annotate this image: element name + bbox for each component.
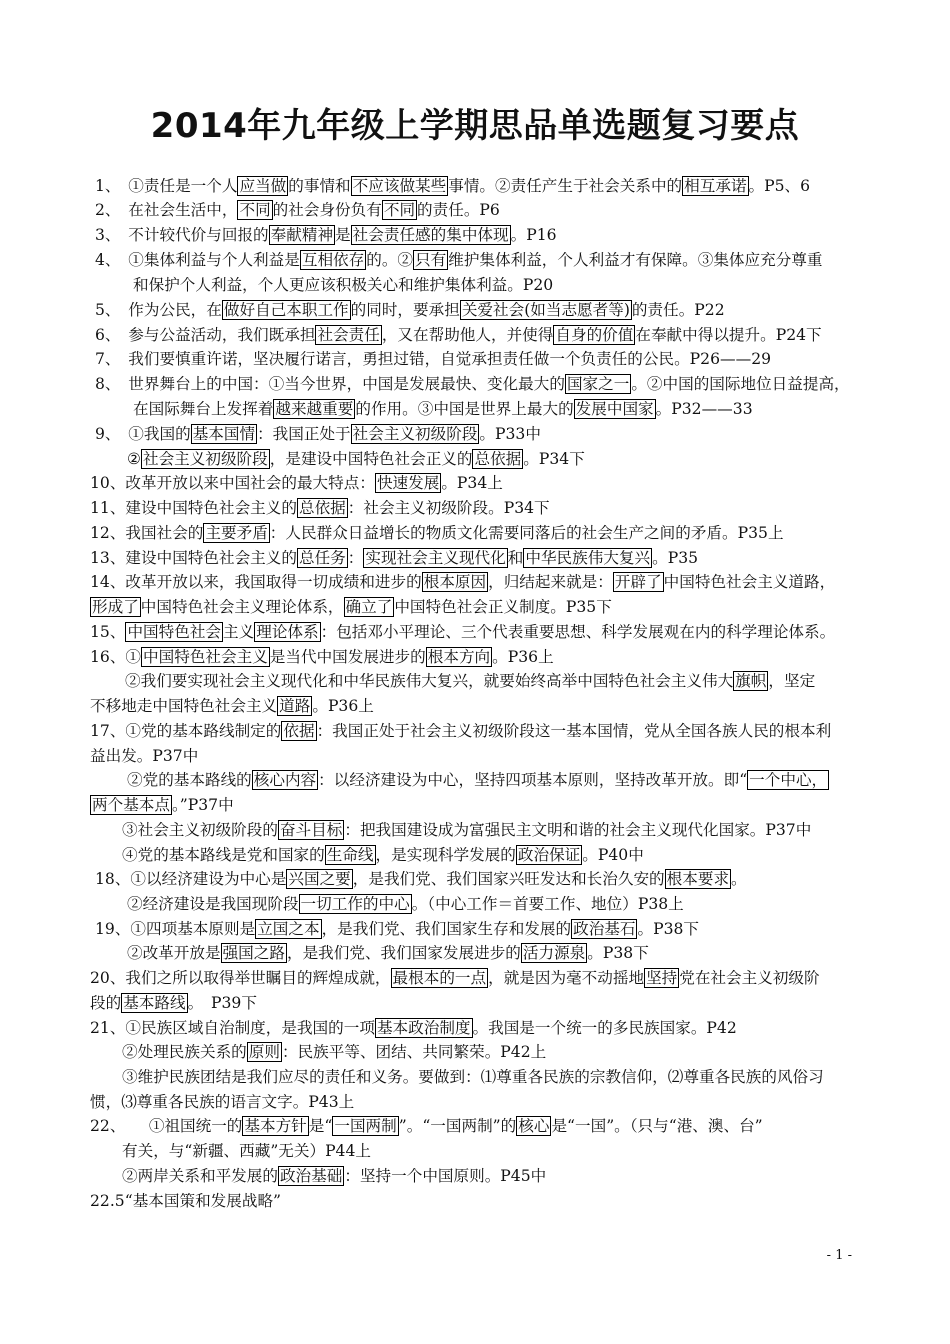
text-segment: 15、	[90, 623, 126, 641]
boxed-keyword: 实现社会主义现代化	[365, 549, 506, 567]
text-line	[95, 198, 500, 223]
text-segment: 的责任。P6	[417, 201, 500, 219]
boxed-keyword: 道路	[279, 697, 311, 715]
boxed-keyword: 两个基本点	[92, 796, 170, 814]
text-line	[122, 818, 811, 843]
page-title: 2014年九年级上学期思品单选题复习要点	[150, 106, 800, 146]
text-line	[90, 471, 503, 496]
text-line	[90, 1114, 763, 1139]
text-line	[90, 719, 831, 744]
text-line	[122, 1065, 824, 1090]
boxed-keyword: 根本方向	[427, 648, 491, 666]
text-line	[122, 1164, 546, 1189]
text-segment: 。P5、6	[748, 177, 811, 195]
text-segment: 的社会身份负有	[272, 201, 382, 219]
boxed-keyword: 核心内容	[253, 771, 317, 789]
text-segment: ：	[347, 549, 364, 567]
text-segment: 16、①	[90, 648, 142, 666]
boxed-keyword: 国家之一	[566, 375, 630, 393]
text-segment: ②	[127, 450, 141, 468]
text-line	[122, 843, 644, 868]
boxed-keyword: 理论体系	[256, 623, 319, 641]
text-segment: 是“一国”。（只与“港、澳、台”	[551, 1117, 763, 1135]
boxed-keyword: 一个中心，	[749, 771, 828, 789]
text-segment: 党在社会主义初级阶	[679, 969, 820, 987]
text-segment: 段的	[90, 994, 122, 1012]
text-line	[95, 917, 699, 942]
boxed-keyword: 中国特色社会	[127, 623, 222, 641]
text-segment: 事情。②责任产生于社会关系中的	[448, 177, 683, 195]
boxed-keyword: 兴国之要	[288, 870, 351, 888]
boxed-keyword: 快速发展	[376, 474, 440, 492]
boxed-keyword: 政治基础	[279, 1167, 343, 1185]
boxed-keyword: 主要矛盾	[205, 524, 268, 542]
boxed-keyword: 不同	[383, 201, 416, 219]
text-line	[90, 744, 198, 769]
text-segment: ③社会主义初级阶段的	[122, 821, 278, 839]
text-segment: 。②中国的国际地位日益提高，	[631, 375, 850, 393]
boxed-keyword: 社会责任感的集中体现	[352, 226, 509, 244]
boxed-keyword: 应当做	[239, 177, 287, 195]
text-line	[90, 793, 234, 818]
boxed-keyword: 一切工作的中心	[300, 895, 410, 913]
text-segment: ②我们要实现社会主义现代化和中华民族伟大复兴，就要始终高举中国特色社会主义伟大	[125, 672, 734, 690]
text-segment: ，是我们党、我们国家生存和发展的	[321, 920, 572, 938]
boxed-keyword: 不应该做某些	[352, 177, 447, 195]
text-segment: ：我国正处于社会主义初级阶段这一基本国情，党从全国各族人民的根本利	[316, 722, 832, 740]
text-segment: 4、 ①集体利益与个人利益是	[95, 251, 300, 269]
boxed-keyword: 坚持	[646, 969, 678, 987]
boxed-keyword: 总依据	[474, 450, 522, 468]
boxed-keyword: 根本原因	[423, 573, 487, 591]
text-segment: 的事情和	[288, 177, 351, 195]
text-segment: 。（中心工作＝首要工作、地位）P38上	[411, 895, 684, 913]
text-line	[90, 546, 698, 571]
boxed-keyword: 政治保证	[517, 846, 581, 864]
boxed-keyword: 基本方针	[244, 1117, 307, 1135]
text-segment: 是	[335, 226, 351, 244]
text-segment: 惯，⑶尊重各民族的语言文字。P43上	[90, 1093, 355, 1111]
text-line	[122, 1139, 371, 1164]
boxed-keyword: 社会责任	[317, 326, 380, 344]
text-segment: 6、 参与公益活动，我们既承担	[95, 326, 316, 344]
boxed-keyword: 发展中国家	[575, 400, 654, 418]
boxed-keyword: 核心	[518, 1117, 550, 1135]
text-segment: 22.5“基本国策和发展战略”	[90, 1192, 282, 1210]
boxed-keyword: 越来越重要	[275, 400, 354, 418]
text-segment: 11、建设中国特色社会主义的	[90, 499, 297, 517]
boxed-keyword: 旗帜	[735, 672, 767, 690]
text-line	[127, 941, 649, 966]
text-line	[90, 1189, 281, 1214]
text-segment: 2、 在社会生活中，	[95, 201, 238, 219]
boxed-keyword: 最根本的一点	[392, 969, 487, 987]
text-line	[95, 223, 557, 248]
text-segment: 的同时，要承担	[350, 301, 460, 319]
text-segment: 在国际舞台上发挥着	[133, 400, 274, 418]
text-segment: 14、改革开放以来，我国取得一切成绩和进步的	[90, 573, 422, 591]
text-segment: ：包括邓小平理论、三个代表重要思想、科学发展观在内的科学理论体系。	[320, 623, 836, 641]
text-segment: 9、 ①我国的	[95, 425, 191, 443]
boxed-keyword: 立国之本	[257, 920, 320, 938]
text-line	[127, 447, 585, 472]
text-segment: ②党的基本路线的	[127, 771, 252, 789]
text-segment: ：社会主义初级阶段。P34下	[347, 499, 550, 517]
boxed-keyword: 奉献精神	[270, 226, 334, 244]
text-line	[90, 521, 784, 546]
text-segment: 。P16	[510, 226, 557, 244]
text-line	[95, 174, 810, 199]
boxed-keyword: 互相依存	[301, 251, 365, 269]
text-line	[125, 669, 815, 694]
boxed-keyword: 只有	[415, 251, 447, 269]
text-line	[95, 867, 747, 892]
text-segment: 13、建设中国特色社会主义的	[90, 549, 297, 567]
text-segment: ，坚定	[768, 672, 816, 690]
text-segment: 20、我们之所以取得举世瞩目的辉煌成就，	[90, 969, 391, 987]
text-line	[90, 1090, 354, 1115]
text-segment: 主义	[223, 623, 255, 641]
text-segment: 中国特色社会主义道路，	[663, 573, 836, 591]
text-segment: 17、①党的基本路线制定的	[90, 722, 282, 740]
text-line	[95, 422, 541, 447]
boxed-keyword: 开辟了	[614, 573, 662, 591]
text-line	[90, 1016, 737, 1041]
text-segment: 是当代中国发展进步的	[269, 648, 426, 666]
boxed-keyword: 相互承诺	[684, 177, 747, 195]
text-segment: 8、 世界舞台上的中国：①当今世界，中国是发展最快、变化最大的	[95, 375, 565, 393]
text-segment: ②改革开放是	[127, 944, 221, 962]
text-line	[95, 323, 822, 348]
boxed-keyword: 自身的价值	[555, 326, 634, 344]
boxed-keyword: 中国特色社会主义	[143, 648, 268, 666]
text-segment: 不移地走中国特色社会主义	[90, 697, 278, 715]
text-line	[90, 570, 835, 595]
text-segment: ”。“一国两制”的	[398, 1117, 517, 1135]
text-segment: 1、 ①责任是一个人	[95, 177, 238, 195]
text-segment: ：人民群众日益增长的物质文化需要同落后的社会生产之间的矛盾。P35上	[269, 524, 784, 542]
boxed-keyword: 基本国情	[192, 425, 256, 443]
text-segment: 。P36上	[312, 697, 374, 715]
text-segment: ，是我们党、我们国家发展进步的	[286, 944, 521, 962]
text-segment: ，归结起来就是：	[488, 573, 613, 591]
text-line	[133, 397, 753, 422]
text-segment: 益出发。P37中	[90, 747, 199, 765]
text-line	[122, 1040, 546, 1065]
boxed-keyword: 政治基石	[573, 920, 636, 938]
text-line	[95, 372, 850, 397]
text-segment: ②处理民族关系的	[122, 1043, 247, 1061]
text-segment: ：我国正处于	[257, 425, 351, 443]
text-segment: 12、我国社会的	[90, 524, 204, 542]
text-segment: 。”P37中	[171, 796, 234, 814]
text-segment: 7、 我们要慎重许诺，坚决履行诺言，勇担过错，自觉承担责任做一个负责任的公民。P26——29	[95, 350, 772, 368]
text-line	[127, 768, 829, 793]
text-segment: 的。②	[366, 251, 414, 269]
boxed-keyword: 强国之路	[222, 944, 285, 962]
text-segment: 的作用。③中国是世界上最大的	[355, 400, 574, 418]
boxed-keyword: 依据	[283, 722, 315, 740]
text-segment: 在奉献中得以提升。P24下	[635, 326, 822, 344]
boxed-keyword: 社会主义初级阶段	[352, 425, 478, 443]
boxed-keyword: 原则	[248, 1043, 280, 1061]
boxed-keyword: 基本政治制度	[376, 1019, 471, 1037]
text-line	[90, 991, 257, 1016]
text-segment: ，又在帮助他人，并使得	[381, 326, 554, 344]
text-segment: 有关，与“新疆、西藏”无关）P44上	[122, 1142, 371, 1160]
text-segment: 。P34下	[523, 450, 585, 468]
boxed-keyword: 做好自己本职工作	[223, 301, 349, 319]
boxed-keyword: 活力源泉	[522, 944, 586, 962]
text-segment: ：以经济建设为中心，坚持四项基本原则，坚持改革开放。即“	[318, 771, 748, 789]
text-segment: 中国特色社会正义制度。P35下	[394, 598, 612, 616]
text-segment: 和保护个人利益，个人更应该积极关心和维护集体利益。P20	[133, 276, 554, 294]
text-segment: 和	[507, 549, 524, 567]
text-segment: ④党的基本路线是党和国家的	[122, 846, 325, 864]
text-segment: ：民族平等、团结、共同繁荣。P42上	[281, 1043, 547, 1061]
boxed-keyword: 中华民族伟大复兴	[525, 549, 651, 567]
boxed-keyword: 一国两制	[334, 1117, 397, 1135]
text-segment: 10、改革开放以来中国社会的最大特点：	[90, 474, 375, 492]
text-line	[90, 694, 374, 719]
text-segment: 维护集体利益，个人利益才有保障。③集体应充分尊重	[448, 251, 823, 269]
text-line	[90, 966, 820, 991]
text-segment: ③维护民族团结是我们应尽的责任和义务。要做到：⑴尊重各民族的宗教信仰，⑵尊重各民族的风俗习	[122, 1068, 824, 1086]
text-segment: 。P33中	[479, 425, 541, 443]
boxed-keyword: 根本要求	[666, 870, 730, 888]
text-segment: ，就是因为毫不动摇地	[488, 969, 645, 987]
text-segment: 19、①四项基本原则是	[95, 920, 256, 938]
text-segment: 3、 不计较代价与回报的	[95, 226, 269, 244]
text-segment: 。P38下	[637, 920, 700, 938]
text-line	[90, 595, 612, 620]
text-line	[127, 892, 684, 917]
text-line	[90, 496, 550, 521]
text-segment: 21、①民族区域自治制度，是我国的一项	[90, 1019, 375, 1037]
text-line	[90, 620, 835, 645]
boxed-keyword: 基本路线	[123, 994, 186, 1012]
text-segment: 中国特色社会主义理论体系，	[140, 598, 344, 616]
boxed-keyword: 确立了	[345, 598, 393, 616]
text-segment: ②两岸关系和平发展的	[122, 1167, 278, 1185]
text-segment: ：坚持一个中国原则。P45中	[344, 1167, 547, 1185]
text-segment: 。P36上	[492, 648, 554, 666]
boxed-keyword: 生命线	[326, 846, 374, 864]
text-segment: ：把我国建设成为富强民主文明和谐的社会主义现代化国家。P37中	[344, 821, 812, 839]
text-segment: ，是实现科学发展的	[375, 846, 516, 864]
boxed-keyword: 总依据	[298, 499, 346, 517]
text-segment: ②经济建设是我国现阶段	[127, 895, 299, 913]
text-segment: 。P35	[652, 549, 699, 567]
text-segment: 。P32——33	[655, 400, 753, 418]
text-segment: 18、①以经济建设为中心是	[95, 870, 287, 888]
text-line	[95, 298, 725, 323]
text-line	[95, 248, 823, 273]
text-segment: ，是我们党、我们国家兴旺发达和长治久安的	[352, 870, 665, 888]
boxed-keyword: 不同	[239, 201, 271, 219]
text-segment: 。 P39下	[187, 994, 257, 1012]
page-number: - 1 -	[826, 1248, 852, 1263]
text-segment: 。P38下	[587, 944, 649, 962]
boxed-keyword: 总任务	[298, 549, 346, 567]
text-segment: 。P34上	[441, 474, 503, 492]
text-segment: 。	[731, 870, 747, 888]
boxed-keyword: 形成了	[92, 598, 139, 616]
text-line	[133, 273, 553, 298]
text-segment: 。我国是一个统一的多民族国家。P42	[472, 1019, 737, 1037]
text-line	[90, 645, 554, 670]
text-segment: 。P40中	[582, 846, 644, 864]
text-segment: 22、 ①祖国统一的	[90, 1117, 243, 1135]
boxed-keyword: 关爱社会(如当志愿者等)	[461, 301, 630, 319]
text-segment: 的责任。P22	[631, 301, 725, 319]
boxed-keyword: 奋斗目标	[279, 821, 343, 839]
text-segment: 5、 作为公民，在	[95, 301, 222, 319]
boxed-keyword: 社会主义初级阶段	[142, 450, 268, 468]
text-segment: 是“	[308, 1117, 333, 1135]
text-line	[95, 347, 771, 372]
text-segment: ，是建设中国特色社会正义的	[269, 450, 473, 468]
